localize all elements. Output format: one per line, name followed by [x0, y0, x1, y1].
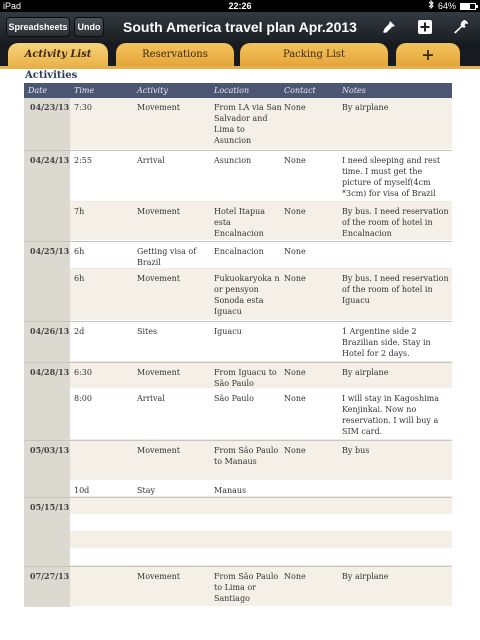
time-cell[interactable]: 2d: [74, 327, 85, 336]
activity-cell[interactable]: Movement: [137, 446, 180, 455]
tab-activity-list[interactable]: Activity List: [8, 43, 108, 66]
date-cell[interactable]: 04/28/13: [30, 367, 70, 377]
contact-cell[interactable]: None: [284, 446, 306, 455]
table-row[interactable]: [24, 549, 452, 566]
table-row[interactable]: [24, 362, 452, 389]
time-cell[interactable]: 7h: [74, 207, 85, 216]
date-cell[interactable]: 04/26/13: [30, 326, 70, 336]
time-cell[interactable]: 6h: [74, 274, 85, 283]
activity-cell[interactable]: Arrival: [137, 156, 165, 165]
format-brush-icon[interactable]: [380, 18, 398, 36]
table-row[interactable]: [24, 269, 452, 321]
spreadsheets-button[interactable]: Spreadsheets: [6, 17, 70, 37]
time-cell[interactable]: 10d: [74, 486, 90, 495]
activity-cell[interactable]: Getting visa of Brazil: [137, 247, 197, 267]
location-cell[interactable]: Fukuokaryoka n or pensyon Sonoda esta Iguacu: [214, 274, 280, 316]
column-header-time[interactable]: Time: [74, 86, 95, 95]
device-name: iPad: [3, 1, 22, 11]
activity-cell[interactable]: Movement: [137, 368, 180, 377]
location-cell[interactable]: From Iguacu to São Paulo: [214, 368, 277, 388]
table-row[interactable]: [24, 150, 452, 202]
activity-cell[interactable]: Movement: [137, 103, 180, 112]
column-header-date[interactable]: Date: [28, 86, 48, 95]
notes-cell[interactable]: By bus. I need reservation of the room of hotel in Encalnacion: [342, 207, 449, 238]
time-cell[interactable]: 8:00: [74, 394, 92, 403]
contact-cell[interactable]: None: [284, 207, 306, 216]
add-icon[interactable]: [416, 18, 434, 36]
clock: 22:26: [228, 1, 252, 11]
location-cell[interactable]: From LA via San Salvador and Lima to Asuncion: [214, 103, 282, 145]
date-cell[interactable]: 05/15/13: [30, 502, 70, 512]
column-header-location[interactable]: Location: [214, 86, 250, 95]
activity-cell[interactable]: Movement: [137, 572, 180, 581]
column-header-notes[interactable]: Notes: [342, 86, 366, 95]
table-row[interactable]: [24, 532, 452, 549]
notes-cell[interactable]: I will stay in Kagoshima Kenjinkai. Now no reservation. I will buy a SIM card.: [342, 394, 440, 436]
add-tab-button[interactable]: +: [396, 43, 460, 66]
contact-cell[interactable]: None: [284, 572, 306, 581]
date-cell[interactable]: 07/27/13: [30, 571, 70, 581]
notes-cell[interactable]: By bus: [342, 446, 370, 455]
location-cell[interactable]: Iguacu: [214, 327, 242, 336]
table-row[interactable]: [24, 481, 452, 497]
tab-packing-list[interactable]: Packing List: [240, 43, 388, 66]
contact-cell[interactable]: None: [284, 368, 306, 377]
time-cell[interactable]: 6:30: [74, 368, 92, 377]
location-cell[interactable]: Encalnacion: [214, 247, 264, 256]
tab-underline: [0, 66, 480, 69]
date-cell[interactable]: 04/25/13: [30, 246, 70, 256]
activity-cell[interactable]: Sites: [137, 327, 158, 336]
table-row[interactable]: [24, 497, 452, 515]
location-cell[interactable]: Asuncion: [214, 156, 252, 165]
location-cell[interactable]: From São Paulo to Lima or Santiago: [214, 572, 279, 603]
notes-cell[interactable]: By airplane: [342, 572, 389, 581]
location-cell[interactable]: From São Paulo to Manaus: [214, 446, 279, 466]
table-row[interactable]: [24, 566, 452, 607]
activity-cell[interactable]: Arrival: [137, 394, 165, 403]
contact-cell[interactable]: None: [284, 103, 306, 112]
date-cell[interactable]: 04/23/13: [30, 102, 70, 112]
column-header-activity[interactable]: Activity: [137, 86, 168, 95]
table-header: [24, 83, 452, 98]
sheet-tabs: [0, 42, 480, 66]
date-cell[interactable]: 05/03/13: [30, 445, 70, 455]
table-row[interactable]: [24, 241, 452, 269]
page-title: South America travel plan Apr.2013: [123, 19, 357, 35]
section-title: Activities: [25, 70, 78, 81]
date-cell[interactable]: 04/24/13: [30, 155, 70, 165]
table-row[interactable]: [24, 321, 452, 362]
column-header-contact[interactable]: Contact: [284, 86, 316, 95]
activity-table: [24, 98, 452, 607]
bluetooth-icon: [428, 0, 434, 12]
battery-icon: [460, 3, 476, 10]
notes-cell[interactable]: By airplane: [342, 103, 389, 112]
time-cell[interactable]: 7:30: [74, 103, 92, 112]
tab-reservations[interactable]: Reservations: [116, 43, 234, 66]
location-cell[interactable]: Hotel Itapua esta Encalnacion: [214, 207, 266, 238]
table-row[interactable]: [24, 440, 452, 481]
contact-cell[interactable]: None: [284, 394, 306, 403]
notes-cell[interactable]: By airplane: [342, 368, 389, 377]
toolbar: [0, 12, 480, 42]
time-cell[interactable]: 6h: [74, 247, 85, 256]
status-right: [428, 0, 476, 12]
table-row[interactable]: [24, 389, 452, 440]
contact-cell[interactable]: None: [284, 247, 306, 256]
status-bar: [0, 0, 480, 12]
wrench-icon[interactable]: [452, 18, 470, 36]
battery-percent: 64%: [437, 1, 456, 11]
table-row[interactable]: [24, 202, 452, 241]
activity-cell[interactable]: Movement: [137, 207, 180, 216]
location-cell[interactable]: Manaus: [214, 486, 247, 495]
notes-cell[interactable]: 1 Argentine side 2 Brazilian side. Stay in Hotel for 2 days.: [342, 327, 431, 358]
activity-cell[interactable]: Stay: [137, 486, 155, 495]
activity-cell[interactable]: Movement: [137, 274, 180, 283]
contact-cell[interactable]: None: [284, 274, 306, 283]
notes-cell[interactable]: I need sleeping and rest time. I must get the picture of myself(4cm *3cm) for visa of Brazil: [342, 156, 441, 198]
table-row[interactable]: [24, 98, 452, 150]
table-row[interactable]: [24, 515, 452, 532]
undo-button[interactable]: Undo: [74, 17, 104, 37]
contact-cell[interactable]: None: [284, 156, 306, 165]
notes-cell[interactable]: By bus. I need reservation of the room of hotel in Iguacu: [342, 274, 449, 305]
time-cell[interactable]: 2:55: [74, 156, 92, 165]
location-cell[interactable]: São Paulo: [214, 394, 254, 403]
